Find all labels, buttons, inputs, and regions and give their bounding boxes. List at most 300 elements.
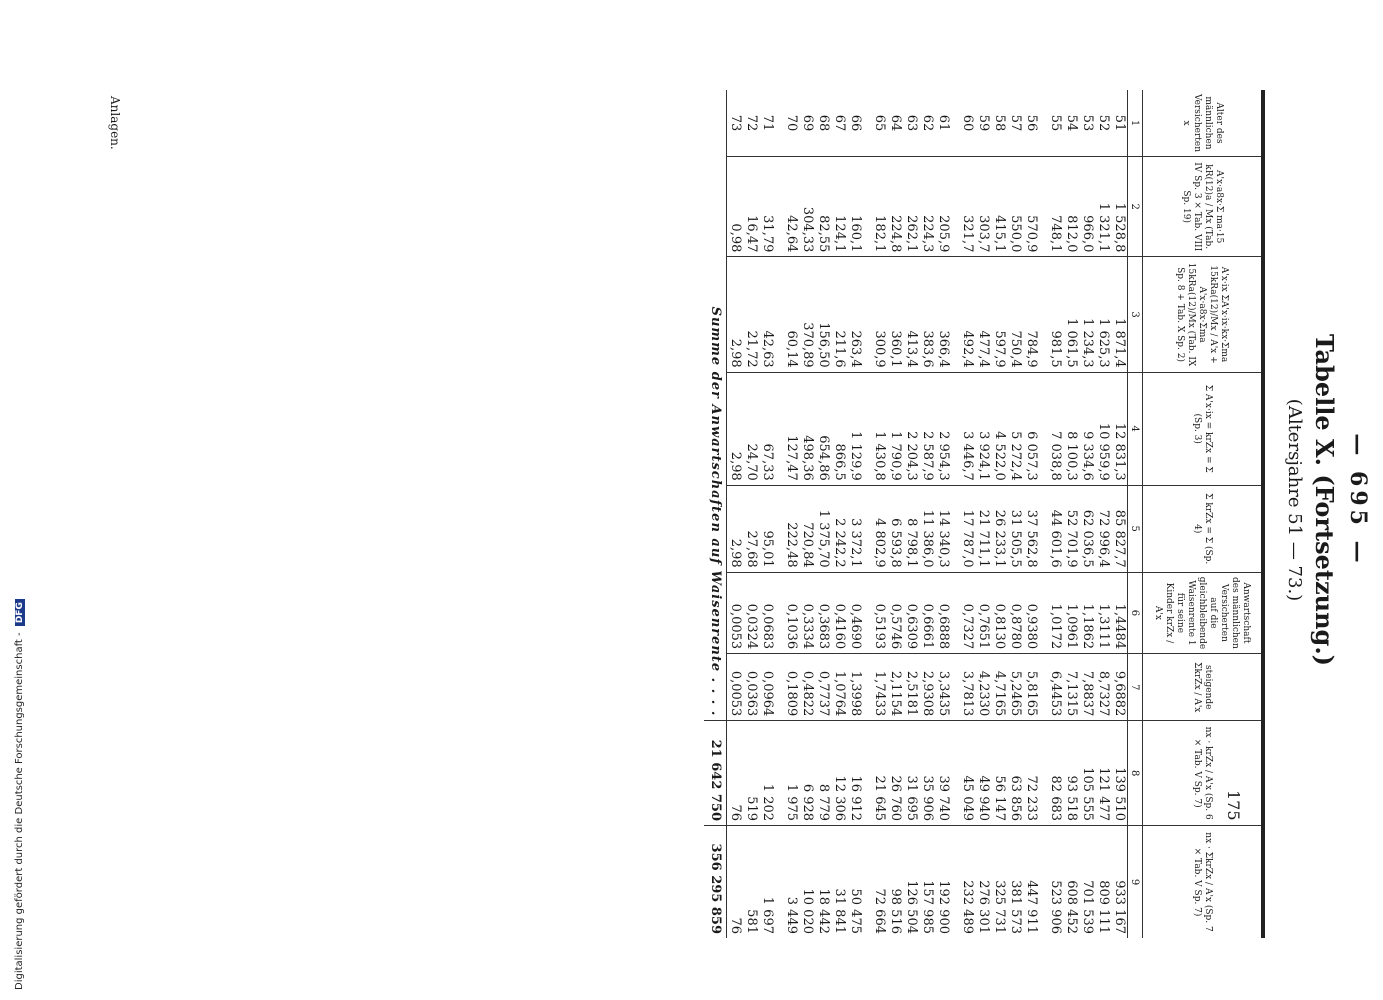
value-cell: 2,9308 — [919, 654, 935, 721]
value-cell: 0,4690 — [847, 572, 863, 653]
data-table — [704, 90, 1265, 938]
table-row — [815, 90, 831, 938]
value-cell: 49 940 — [975, 721, 991, 826]
table-row — [727, 90, 744, 938]
value-cell: 1 430,8 — [871, 372, 887, 485]
value-cell: 4 802,9 — [871, 485, 887, 572]
value-cell: 550,0 — [1007, 157, 1023, 257]
value-cell: 67,33 — [759, 372, 775, 485]
age-cell: 60 — [959, 90, 975, 157]
table-title: Tabelle X. (Fortsetzung.) — [1310, 333, 1339, 667]
gap-cell — [1039, 826, 1047, 938]
value-cell: 124,1 — [831, 157, 847, 257]
table-row — [887, 90, 903, 938]
value-cell: 866,5 — [831, 372, 847, 485]
value-cell: 9,6882 — [1111, 654, 1128, 721]
table-row — [919, 90, 935, 938]
age-cell: 71 — [759, 90, 775, 157]
gap-cell — [775, 572, 783, 653]
value-cell: 608 452 — [1064, 880, 1079, 934]
value-cell: 262,1 — [903, 157, 919, 257]
gap-cell — [951, 257, 959, 372]
table-row — [1079, 90, 1095, 938]
value-cell: 748,1 — [1047, 157, 1063, 257]
value-cell: 381 573 — [1008, 880, 1023, 934]
value-cell: 1,0961 — [1063, 572, 1079, 653]
column-header-row — [1143, 90, 1264, 938]
value-cell: 16 912 — [847, 721, 863, 826]
value-cell: 981,5 — [1047, 257, 1063, 372]
value-cell: 224,8 — [887, 157, 903, 257]
value-cell: 654,86 — [815, 372, 831, 485]
col-header-1: Alter des männlichen Versicherten x — [1143, 90, 1264, 157]
gap-cell — [863, 572, 871, 653]
value-cell: 10 020 — [800, 888, 815, 934]
value-cell: 52 701,9 — [1063, 485, 1079, 572]
value-cell: 581 — [744, 909, 759, 934]
value-cell: 7,1315 — [1063, 654, 1079, 721]
value-cell: 82 683 — [1047, 721, 1063, 826]
gap-cell — [951, 572, 959, 653]
value-cell: 5,2465 — [1007, 654, 1023, 721]
value-cell: 7,8837 — [1079, 654, 1095, 721]
value-cell: 8,7327 — [1095, 654, 1111, 721]
value-cell: 720,84 — [799, 485, 815, 572]
value-cell: 82,55 — [815, 157, 831, 257]
value-cell: 0,98 — [727, 157, 744, 257]
table-row — [759, 90, 775, 938]
value-cell: 303,7 — [975, 157, 991, 257]
value-cell: 0,0363 — [743, 654, 759, 721]
value-cell: 3 449 — [784, 896, 799, 934]
col-header-2: A'x·a8x·Σ ma·15 kR(12)a / Mx (Tab. IV Sp. 3 × Tab. VIII Sp. 19) — [1143, 157, 1264, 257]
gap-cell — [863, 654, 871, 721]
value-cell: 1 790,9 — [887, 372, 903, 485]
value-cell: 205,9 — [935, 157, 951, 257]
gap-cell — [1039, 257, 1047, 372]
value-cell: 98 516 — [888, 888, 903, 934]
sum-row — [704, 90, 727, 938]
table-row — [1095, 90, 1111, 938]
value-cell: 1,7433 — [871, 654, 887, 721]
value-cell: 276 301 — [976, 880, 991, 934]
value-cell: 447 911 — [1024, 880, 1039, 934]
gap-cell — [863, 485, 871, 572]
value-cell: 21,72 — [743, 257, 759, 372]
col-header-3: A'x·ix ΣA'x·ix·kx·Σma 15kRa(12)/Mx / A'x + A'x·a8x·Σma 15kRa(12)/Mx (Tab. IX Sp. 8 + Tab. X Sp. 2) — [1143, 257, 1264, 372]
gap-cell — [1039, 485, 1047, 572]
value-cell: 2,1154 — [887, 654, 903, 721]
value-cell: 0,6309 — [903, 572, 919, 653]
value-cell: 0,0683 — [759, 572, 775, 653]
value-cell: 0,0053 — [727, 654, 744, 721]
gap-cell — [1039, 721, 1047, 826]
value-cell: 263,4 — [847, 257, 863, 372]
value-cell: 6 928 — [799, 721, 815, 826]
value-cell: 224,3 — [919, 157, 935, 257]
value-cell: 93 518 — [1063, 721, 1079, 826]
value-cell: 12 306 — [831, 721, 847, 826]
col-header-9: nx · ΣkrZx / A'x (Sp. 7 × Tab. V Sp. 7) — [1143, 826, 1264, 938]
value-cell: 1 234,3 — [1079, 257, 1095, 372]
table-row — [847, 90, 863, 938]
sum-col-9: 356 295 859 — [704, 826, 727, 938]
value-cell: 8 798,1 — [903, 485, 919, 572]
table-row — [831, 90, 847, 938]
value-cell: 56 147 — [991, 721, 1007, 826]
table-row — [935, 90, 951, 938]
value-cell: 812,0 — [1063, 157, 1079, 257]
gap-cell — [775, 372, 783, 485]
age-cell: 57 — [1007, 90, 1023, 157]
table-row — [903, 90, 919, 938]
gap-cell — [1039, 90, 1047, 157]
value-cell: 0,7327 — [959, 572, 975, 653]
table-row — [1111, 90, 1128, 938]
col-number: 8 — [1128, 721, 1143, 826]
table-row — [1023, 90, 1039, 938]
value-cell: 0,0053 — [727, 572, 744, 653]
value-cell: 12 831,3 — [1111, 372, 1128, 485]
age-cell: 59 — [975, 90, 991, 157]
gap-cell — [863, 372, 871, 485]
value-cell: 1 129,9 — [847, 372, 863, 485]
value-cell: 1 975 — [783, 721, 799, 826]
value-cell: 750,4 — [1007, 257, 1023, 372]
age-cell: 73 — [727, 90, 744, 157]
age-cell: 55 — [1047, 90, 1063, 157]
value-cell: 4,2330 — [975, 654, 991, 721]
value-cell: 31 505,5 — [1007, 485, 1023, 572]
row-gap — [863, 90, 871, 938]
value-cell: 18 442 — [816, 888, 831, 934]
value-cell: 300,9 — [871, 257, 887, 372]
gap-cell — [863, 826, 871, 938]
value-cell: 7 038,8 — [1047, 372, 1063, 485]
col-number: 2 — [1128, 157, 1143, 257]
value-cell: 37 562,8 — [1023, 485, 1039, 572]
value-cell: 42,64 — [783, 157, 799, 257]
value-cell: 0,3334 — [799, 572, 815, 653]
gap-cell — [863, 721, 871, 826]
value-cell: 1 375,70 — [815, 485, 831, 572]
value-cell: 492,4 — [959, 257, 975, 372]
age-cell: 61 — [935, 90, 951, 157]
table-row — [959, 90, 975, 938]
value-cell: 966,0 — [1079, 157, 1095, 257]
value-cell: 121 477 — [1095, 721, 1111, 826]
age-cell: 63 — [903, 90, 919, 157]
value-cell: 0,5193 — [871, 572, 887, 653]
value-cell: 21 711,1 — [975, 485, 991, 572]
digitization-note — [14, 599, 25, 990]
value-cell: 0,7737 — [815, 654, 831, 721]
digitization-text: Digitalisierung gefördert durch die Deutsche Forschungsgemeinschaft - — [14, 632, 25, 990]
value-cell: 156,50 — [815, 257, 831, 372]
value-cell: 1,0172 — [1047, 572, 1063, 653]
gap-cell — [951, 157, 959, 257]
dfg-logo: DFG — [15, 599, 25, 626]
col-header-7: steigende ΣkrZx / A'x — [1143, 654, 1264, 721]
col-number: 5 — [1128, 485, 1143, 572]
col-header-8: nx · krZx / A'x (Sp. 6 × Tab. V Sp. 7) — [1143, 721, 1264, 826]
value-cell: 8 100,3 — [1063, 372, 1079, 485]
row-gap — [1039, 90, 1047, 938]
value-cell: 570,9 — [1023, 157, 1039, 257]
value-cell: 0,4822 — [799, 654, 815, 721]
value-cell: 498,36 — [799, 372, 815, 485]
value-cell: 0,9380 — [1023, 572, 1039, 653]
value-cell: 784,9 — [1023, 257, 1039, 372]
value-cell: 44 601,6 — [1047, 485, 1063, 572]
value-cell: 4,7165 — [991, 654, 1007, 721]
age-cell: 56 — [1023, 90, 1039, 157]
value-cell: 60,14 — [783, 257, 799, 372]
side-label-anlagen: Anlagen. — [108, 96, 122, 150]
value-cell: 366,4 — [935, 257, 951, 372]
age-cell: 68 — [815, 90, 831, 157]
gap-cell — [863, 157, 871, 257]
gap-cell — [775, 826, 783, 938]
value-cell: 0,8780 — [1007, 572, 1023, 653]
age-cell: 70 — [783, 90, 799, 157]
table-row — [871, 90, 887, 938]
column-number-row — [1128, 90, 1143, 938]
value-cell: 0,5746 — [887, 572, 903, 653]
value-cell: 31 695 — [903, 721, 919, 826]
value-cell: 76 — [728, 917, 743, 934]
value-cell: 4 522,0 — [991, 372, 1007, 485]
value-cell: 415,1 — [991, 157, 1007, 257]
value-cell: 24,70 — [743, 372, 759, 485]
col-number: 9 — [1128, 826, 1143, 938]
row-gap — [951, 90, 959, 938]
gap-cell — [951, 90, 959, 157]
col-header-5: Σ krZx = Σ (Sp. 4) — [1143, 485, 1264, 572]
value-cell: 519 — [743, 721, 759, 826]
value-cell: 1 528,8 — [1111, 157, 1128, 257]
value-cell: 0,6888 — [935, 572, 951, 653]
value-cell: 701 539 — [1080, 880, 1095, 934]
value-cell: 182,1 — [871, 157, 887, 257]
age-cell: 69 — [799, 90, 815, 157]
value-cell: 14 340,3 — [935, 485, 951, 572]
value-cell: 95,01 — [759, 485, 775, 572]
table-body — [704, 90, 1128, 938]
value-cell: 304,33 — [799, 157, 815, 257]
row-gap — [775, 90, 783, 938]
value-cell: 3,3435 — [935, 654, 951, 721]
value-cell: 35 906 — [919, 721, 935, 826]
age-cell: 67 — [831, 90, 847, 157]
sum-col-8: 21 642 750 — [704, 721, 727, 826]
age-cell: 51 — [1111, 90, 1128, 157]
gap-cell — [1039, 654, 1047, 721]
col-header-4: Σ A'x·ix = krZx = Σ (Sp. 3) — [1143, 372, 1264, 485]
value-cell: 1,1862 — [1079, 572, 1095, 653]
value-cell: 2,98 — [727, 485, 744, 572]
gap-cell — [951, 654, 959, 721]
page-number: — 695 — — [1345, 433, 1371, 567]
value-cell: 160,1 — [847, 157, 863, 257]
age-cell: 52 — [1095, 90, 1111, 157]
value-cell: 21 645 — [871, 721, 887, 826]
gap-cell — [775, 654, 783, 721]
gap-cell — [775, 257, 783, 372]
col-number: 7 — [1128, 654, 1143, 721]
value-cell: 0,1809 — [783, 654, 799, 721]
value-cell: 232 489 — [960, 880, 975, 934]
value-cell: 31 841 — [832, 888, 847, 934]
age-cell: 62 — [919, 90, 935, 157]
table-row — [975, 90, 991, 938]
gap-cell — [1039, 572, 1047, 653]
sum-label: Summe der Anwartschaften auf Waisenrente . . . . — [704, 90, 727, 721]
gap-cell — [951, 721, 959, 826]
value-cell: 523 906 — [1048, 880, 1063, 934]
value-cell: 126 504 — [904, 880, 919, 934]
value-cell: 5,8165 — [1023, 654, 1039, 721]
value-cell: 383,6 — [919, 257, 935, 372]
value-cell: 139 510 — [1111, 721, 1128, 826]
col-number: 3 — [1128, 257, 1143, 372]
value-cell: 62 036,5 — [1079, 485, 1095, 572]
value-cell: 1 202 — [759, 721, 775, 826]
table-row — [1007, 90, 1023, 938]
value-cell: 0,7651 — [975, 572, 991, 653]
value-cell: 42,63 — [759, 257, 775, 372]
col-number: 6 — [1128, 572, 1143, 653]
value-cell: 325 731 — [992, 880, 1007, 934]
value-cell: 933 167 — [1112, 880, 1127, 934]
col-header-6: Anwartschaft des männlichen Versicherten auf die gleichbleibende Waisenrente 1 für seine Kinder krZx / A'x — [1143, 572, 1264, 653]
value-cell: 1 625,3 — [1095, 257, 1111, 372]
value-cell: 0,0964 — [759, 654, 775, 721]
gap-cell — [1039, 372, 1047, 485]
value-cell: 50 475 — [848, 888, 863, 934]
value-cell: 63 856 — [1007, 721, 1023, 826]
value-cell: 809 111 — [1096, 880, 1111, 934]
value-cell: 0,0324 — [743, 572, 759, 653]
table-row — [799, 90, 815, 938]
value-cell: 6 057,3 — [1023, 372, 1039, 485]
value-cell: 192 900 — [936, 880, 951, 934]
gap-cell — [863, 257, 871, 372]
value-cell: 85 827,7 — [1111, 485, 1128, 572]
value-cell: 3,7813 — [959, 654, 975, 721]
value-cell: 1,3998 — [847, 654, 863, 721]
age-cell: 65 — [871, 90, 887, 157]
age-cell: 58 — [991, 90, 1007, 157]
table-row — [1047, 90, 1063, 938]
value-cell: 17 787,0 — [959, 485, 975, 572]
value-cell: 72 664 — [872, 888, 887, 934]
value-cell: 360,1 — [887, 257, 903, 372]
bottom-page-number: 175 — [1224, 790, 1243, 821]
value-cell: 26 760 — [887, 721, 903, 826]
value-cell: 45 049 — [959, 721, 975, 826]
age-cell: 53 — [1079, 90, 1095, 157]
value-cell: 1 697 — [760, 896, 775, 934]
value-cell: 6,4453 — [1047, 654, 1063, 721]
value-cell: 26 233,1 — [991, 485, 1007, 572]
value-cell: 2 242,2 — [831, 485, 847, 572]
table-row — [991, 90, 1007, 938]
value-cell: 3 372,1 — [847, 485, 863, 572]
value-cell: 0,1036 — [783, 572, 799, 653]
value-cell: 16,47 — [743, 157, 759, 257]
value-cell: 0,8130 — [991, 572, 1007, 653]
rotated-document — [140, 0, 1383, 1000]
value-cell: 1,0764 — [831, 654, 847, 721]
gap-cell — [863, 90, 871, 157]
age-cell: 72 — [743, 90, 759, 157]
value-cell: 39 740 — [935, 721, 951, 826]
value-cell: 2 204,3 — [903, 372, 919, 485]
value-cell: 0,3683 — [815, 572, 831, 653]
gap-cell — [775, 157, 783, 257]
value-cell: 3 924,1 — [975, 372, 991, 485]
value-cell: 6 593,8 — [887, 485, 903, 572]
gap-cell — [951, 372, 959, 485]
value-cell: 5 272,4 — [1007, 372, 1023, 485]
age-cell: 64 — [887, 90, 903, 157]
value-cell: 1 061,5 — [1063, 257, 1079, 372]
gap-cell — [1039, 157, 1047, 257]
value-cell: 1,3111 — [1095, 572, 1111, 653]
value-cell: 477,4 — [975, 257, 991, 372]
value-cell: 1,4484 — [1111, 572, 1128, 653]
value-cell: 105 555 — [1079, 721, 1095, 826]
table-row — [743, 90, 759, 938]
table-subtitle: (Altersjahre 51 — 73.) — [1284, 398, 1305, 602]
value-cell: 76 — [727, 721, 744, 826]
col-number: 4 — [1128, 372, 1143, 485]
value-cell: 9 334,6 — [1079, 372, 1095, 485]
value-cell: 413,4 — [903, 257, 919, 372]
value-cell: 2,98 — [727, 372, 744, 485]
value-cell: 11 386,0 — [919, 485, 935, 572]
value-cell: 2,98 — [727, 257, 744, 372]
table-row — [783, 90, 799, 938]
value-cell: 72 233 — [1023, 721, 1039, 826]
value-cell: 8 779 — [815, 721, 831, 826]
gap-cell — [951, 826, 959, 938]
table-row — [1063, 90, 1079, 938]
age-cell: 54 — [1063, 90, 1079, 157]
value-cell: 127,47 — [783, 372, 799, 485]
value-cell: 0,6661 — [919, 572, 935, 653]
value-cell: 321,7 — [959, 157, 975, 257]
value-cell: 2 954,3 — [935, 372, 951, 485]
value-cell: 222,48 — [783, 485, 799, 572]
value-cell: 211,6 — [831, 257, 847, 372]
value-cell: 2,5181 — [903, 654, 919, 721]
gap-cell — [775, 721, 783, 826]
value-cell: 1 871,4 — [1111, 257, 1128, 372]
value-cell: 370,89 — [799, 257, 815, 372]
value-cell: 31,79 — [759, 157, 775, 257]
value-cell: 72 996,4 — [1095, 485, 1111, 572]
value-cell: 3 446,7 — [959, 372, 975, 485]
value-cell: 2 587,9 — [919, 372, 935, 485]
col-number: 1 — [1128, 90, 1143, 157]
value-cell: 597,9 — [991, 257, 1007, 372]
gap-cell — [775, 485, 783, 572]
gap-cell — [951, 485, 959, 572]
gap-cell — [775, 90, 783, 157]
value-cell: 1 321,1 — [1095, 157, 1111, 257]
